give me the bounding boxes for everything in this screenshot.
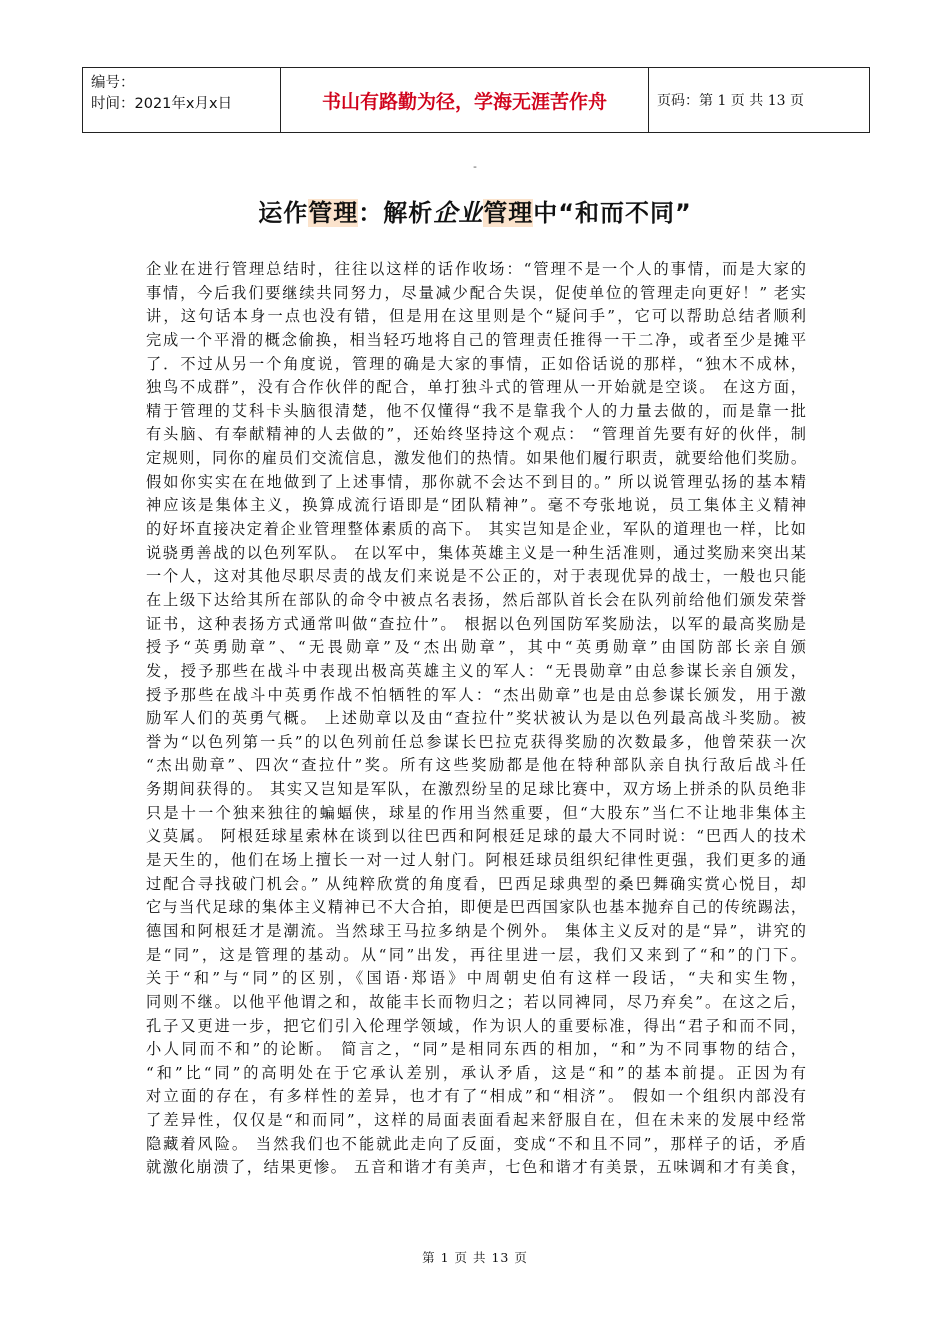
body-line: 定规则，同你的雇员们交流信息，激发他们的热情。如果他们履行职责，就要给他们奖励。 xyxy=(146,449,806,468)
body-line: 假如你实实在在地做到了上述事情，那你就不会达不到目的。” 所以说管理弘扬的基本精 xyxy=(146,472,806,491)
body-line: 是天生的，他们在场上擅长一对一过人射门。阿根廷球员组织纪律性更强，我们更多的通 xyxy=(146,851,806,870)
header-table xyxy=(82,67,870,133)
body-line: 同则不继。以他平他谓之和，故能丰长而物归之；若以同裨同，尽乃弃矣”。在这之后， xyxy=(146,992,806,1011)
body-line: 誉为“以色列第一兵”的以色列前任总参谋长巴拉克获得奖励的次数最多，他曾荣获一次 xyxy=(146,732,806,751)
body-line: 完成一个平滑的概念偷换，相当轻巧地将自己的管理责任推得一干二净，或者至少是摊平 xyxy=(146,330,806,349)
page-footer: 第 1 页 共 13 页 xyxy=(422,1250,528,1265)
header-left-cell xyxy=(83,68,281,132)
separator: - xyxy=(473,160,477,173)
body-text xyxy=(146,258,806,1180)
body-line: 就激化崩溃了，结果更惨。 五音和谐才有美声，七色和谐才有美景，五味调和才有美食， xyxy=(146,1158,806,1177)
body-line: 一个人，这对其他尽职尽责的战友们来说是不公正的，对于表现优异的战士，一般也只能 xyxy=(146,567,806,586)
body-line: 在上级下达给其所在部队的命令中被点名表扬，然后部队首长会在队列前给他们颁发荣誉 xyxy=(146,590,806,609)
page-info: 页码：第 1 页 共 13 页 xyxy=(657,93,804,109)
title-part-1: 运作 xyxy=(258,199,309,227)
body-line: 精于管理的艾科卡头脑很清楚，他不仅懂得“我不是靠我个人的力量去做的，而是靠一批 xyxy=(146,401,806,420)
body-line: 证书，这种表扬方式通常叫做“查拉什”。 根据以色列国防军奖励法，以军的最高奖励是 xyxy=(146,614,806,633)
body-line: 有头脑、有奉献精神的人去做的”，还始终坚持这个观点： “管理首先要有好的伙伴，制 xyxy=(146,425,806,444)
body-line: 只是十一个独来独往的蝙蝠侠，球星的作用当然重要，但“大股东”当仁不让地非集体主 xyxy=(146,803,806,822)
body-line: 了差异性，仅仅是“和而同”，这样的局面表面看起来舒服自在，但在未来的发展中经常 xyxy=(146,1111,806,1130)
motto: 书山有路勤为径，学海无涯苦作舟 xyxy=(281,68,649,132)
body-line: 说骁勇善战的以色列军队。 在以军中，集体英雄主义是一种生活准则，通过奖励来突出某 xyxy=(146,543,806,562)
body-line: 了．不过从另一个角度说，管理的确是大家的事情，正如俗话说的那样，“独木不成林， xyxy=(146,354,806,373)
body-line: 孔子又更进一步，把它们引入伦理学领域，作为识人的重要标准，得出“君子和而不同， xyxy=(146,1016,806,1035)
body-line: 授予那些在战斗中英勇作战不怕牺牲的军人：“杰出勋章”也是由总参谋长颁发，用于激 xyxy=(146,685,806,704)
body-line: 讲，这句话本身一点也没有错，但是用在这里则是个“疑问手”，它可以帮助总结者顺利 xyxy=(146,307,806,326)
body-line: 隐藏着风险。 当然我们也不能就此走向了反面，变成“不和且不同”，那样子的话，矛盾 xyxy=(146,1134,806,1153)
body-line: 关于“和”与“同”的区别，《国语·郑语》中周朝史伯有这样一段话，“夫和实生物， xyxy=(146,969,806,988)
body-line: 它与当代足球的集体主义精神已不大合拍，即便是巴西国家队也基本抛弃自己的传统踢法， xyxy=(146,898,806,917)
body-line: 过配合寻找破门机会。” 从纯粹欣赏的角度看，巴西足球典型的桑巴舞确实赏心悦目，却 xyxy=(146,874,806,893)
title-italic-word: 企业 xyxy=(433,199,484,227)
body-line: “杰出勋章”、四次“查拉什”奖。所有这些奖励都是他在特种部队亲自执行敌后战斗任 xyxy=(146,756,806,775)
body-line: 企业在进行管理总结时，往往以这样的话作收场：“管理不是一个人的事情，而是大家的 xyxy=(146,260,806,278)
body-line: 是“同”，这是管理的基动。从“同”出发，再往里进一层，我们又来到了“和”的门下。 xyxy=(146,945,806,964)
number-label: 编号： xyxy=(91,75,135,91)
body-line: 授予“英勇勋章”、“无畏勋章”及“杰出勋章”，其中“英勇勋章”由国防部长亲自颁 xyxy=(146,638,806,657)
document-title xyxy=(0,193,950,228)
time-label: 时间：2021年x月x日 xyxy=(91,96,233,112)
body-line: 发，授予那些在战斗中表现出极高英雄主义的军人：“无畏勋章”由总参谋长亲自颁发， xyxy=(146,661,806,680)
body-line: 务期间获得的。 其实又岂知是军队，在激烈纷呈的足球比赛中，双方场上拼杀的队员绝非 xyxy=(146,780,806,799)
body-line: 的好坏直接决定着企业管理整体素质的高下。 其实岂知是企业，军队的道理也一样，比如 xyxy=(146,520,806,539)
body-line: 事情，今后我们要继续共同努力，尽量减少配合失误，促使单位的管理走向更好！” 老实 xyxy=(146,283,806,302)
body-line: 德国和阿根廷才是潮流。当然球王马拉多纳是个例外。 集体主义反对的是“异”，讲究的 xyxy=(146,921,806,940)
body-line: 义莫属。 阿根廷球星索林在谈到以往巴西和阿根廷足球的最大不同时说：“巴西人的技术 xyxy=(146,827,806,846)
body-line: 对立面的存在，有多样性的差异，也才有了“相成”和“相济”。 假如一个组织内部没有 xyxy=(146,1087,806,1106)
title-part-3: ：解析 xyxy=(358,199,434,227)
body-line: “和”比“同”的高明处在于它承认差别，承认矛盾，这是“和”的基本前提。正因为有 xyxy=(146,1063,806,1082)
body-line: 励军人们的英勇气概。 上述勋章以及由“查拉什”奖状被认为是以色列最高战斗奖励。被 xyxy=(146,709,806,728)
body-line: 神应该是集体主义，换算成流行语即是“团队精神”。毫不夸张地说，员工集体主义精神 xyxy=(146,496,806,515)
title-highlight-1: 管理 xyxy=(308,199,359,227)
body-line: 独鸟不成群”，没有合作伙伴的配合，单打独斗式的管理从一开始就是空谈。 在这方面， xyxy=(146,378,806,397)
title-part-6: 中“和而不同” xyxy=(533,199,692,227)
title-highlight-2: 管理 xyxy=(483,199,534,227)
body-line: 小人同而不和”的论断。 简言之，“同”是相同东西的相加，“和”为不同事物的结合， xyxy=(146,1040,806,1059)
